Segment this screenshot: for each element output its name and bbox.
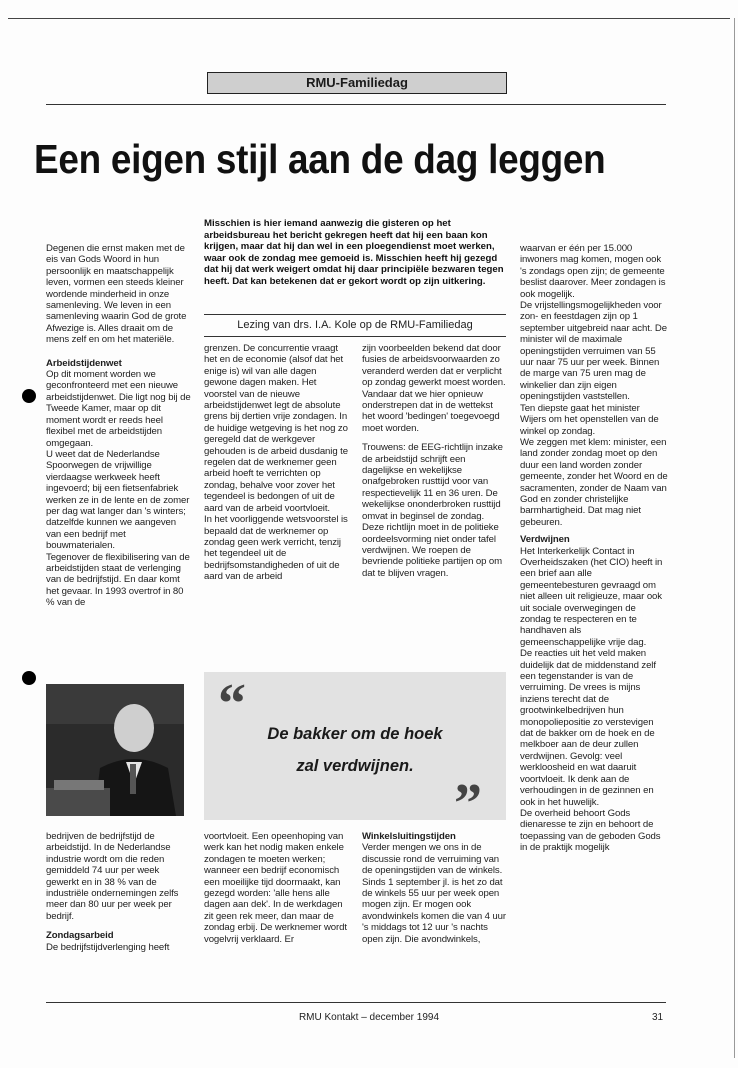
paragraph: De reacties uit het veld maken duidelijk dat de middenstand zelf een tegenstander is van de verruiming. De vrees is mijns inziens terecht dat de grootwinkelbedrijven hun monopoliepositie zo verstevigen dat de bakker om de hoek en de melkboer aan de deur zullen verdwijnen. Gevolg: veel werkloosheid en wat daaruit voortvloeit. Ik denk aan de verhoudingen in de gezinnen en ook in het huwelijk. — [520, 648, 656, 808]
paragraph: grenzen. De concurrentie vraagt het en de economie (alsof dat het enige is) wil van alle dagen gewone dagen maken. Het voorstel van de nieuwe arbeidstijdenwet legt de absolute grens bij dertien vrije zondagen. In de huidige wetgeving is het nog zo geregeld dat de werkgever gehouden is de arbeid dusdanig te regelen dat de werknemer geen arbeid hoeft te verrichten op zondag, behalve voor zover het tegendeel is bedongen of uit de aard van de arbeid voortvloeit. — [204, 343, 348, 514]
pull-quote-line: zal verdwijnen. — [296, 757, 414, 775]
paragraph: We zeggen met klem: minister, een land zonder zondag moet op den duur een land worden zonder gemeente, zonder het Woord en de sacramenten, zonder de Naam van God en zonder christelijke barmhartigheid. Dat mag niet gebeuren. — [520, 436, 668, 528]
open-quote-icon: “ — [218, 673, 246, 735]
paragraph: U weet dat de Nederlandse Spoorwegen de vrijwillige vierdaagse werkweek heeft ingevoerd; bij een fietsenfabriek werken ze in de lente en de zomer per dag wat langer dan 's winters; datzelfde kunnen we aangeven van een bedrijf met bouwmaterialen. — [46, 448, 190, 552]
intro-paragraph: Misschien is hier iemand aanwezig die gisteren op het arbeidsbureau het bericht gekregen heeft dat hij een baan kon krijgen, maar dat hij dan wel in een ploegendienst moet werken, waar ook de zondag mee gemoeid is. Misschien heeft hij gezegd dat hij dat werk weigert omdat hij daar principiële bezwaren tegen heeft. Dat kan betekenen dat er gekort wordt op zijn uitkering. — [204, 218, 504, 287]
column-4 — [520, 243, 668, 854]
article-title: Een eigen stijl aan de dag leggen — [34, 136, 606, 182]
lecture-byline: Lezing van drs. I.A. Kole op de RMU-Familiedag — [237, 319, 473, 331]
section-label: RMU-Familiedag — [207, 72, 507, 94]
column-1-bottom — [46, 831, 192, 953]
paragraph: Degenen die ernst maken met de eis van Gods Woord in hun persoonlijk en maatschappelijk leven, vormen een steeds kleiner wordende minderheid in onze samenleving. We leven in een samenleving waarin God de grote Afwezige is. Alles draait om de mens zelf en om het materiële. — [46, 243, 187, 346]
paragraph: Tegenover de flexibilisering van de arbeidstijden staat de verlenging van de bedrijfstijd. En daar komt het gevaar. In 1993 overtrof in 80 % van de — [46, 551, 190, 609]
margin-dot — [22, 671, 36, 685]
pull-quote-text — [204, 722, 506, 778]
intro-rule-bottom — [204, 336, 506, 337]
speaker-photo-graphic — [46, 684, 184, 816]
subheading: Verdwijnen — [520, 534, 570, 546]
pull-quote — [204, 672, 506, 835]
paragraph: De vrijstellingsmogelijkheden voor zon- en feestdagen zijn op 1 september uitgebreid naar acht. De minister wil de maximale openingstijden verruimen van 55 uur naar 75 uur per week. Binnen de marge van 75 uren mag de winkelier dan zijn eigen openingstijden vaststellen. — [520, 300, 667, 403]
column-2-bottom — [204, 831, 349, 945]
paragraph: Trouwens: de EEG-richtlijn inzake de arbeidstijd schrijft een dagelijkse en wekelijkse onafgebroken rusttijd voor van respectievelijk 11 en 36 uren. De wekelijkse ononderbroken rusttijd omvat in beginsel de zondag. Deze richtlijn moet in de politieke oordeelsvorming niet onder tafel verdwijnen. We roepen de bevriende politieke partijen op om dat te blijven vragen. — [362, 442, 503, 579]
paragraph: Op dit moment worden we geconfronteerd met een nieuwe arbeidstijdenwet. Die ligt nog bij de Tweede Kamer, maar op dit moment wordt er reeds heel flexibel met de arbeidstijden omgegaan. — [46, 369, 191, 449]
paragraph: De bedrijfstijdverlenging heeft — [46, 941, 170, 953]
header-rule — [46, 104, 666, 105]
scan-edge-right — [734, 18, 735, 1058]
paragraph: Vandaar dat we hier opnieuw onderstrepen dat in de wettekst het woord 'bedingen' toegevoegd moet worden. — [362, 388, 500, 434]
paragraph: Verder mengen we ons in de discussie rond de verruiming van de openingstijden van de winkels. Sinds 1 september jl. is het zo dat de winkels 55 uur per week open mogen zijn. Er mogen ook avondwinkels komen die van 4 uur 's middags tot 12 uur 's nachts open zijn. Die avondwinkels, — [362, 842, 506, 945]
footer-rule — [46, 1002, 666, 1003]
page-number: 31 — [652, 1012, 664, 1023]
paragraph: bedrijven de bedrijfstijd de arbeidstijd. In de Nederlandse industrie wordt om die reden gemiddeld 74 uur per week gewerkt en in 38 % van de industriële ondernemingen zelfs meer dan 80 uur per week per bedrijf. — [46, 831, 179, 922]
column-3-bottom — [362, 831, 506, 945]
intro-rule-top — [204, 314, 506, 315]
paragraph: zijn voorbeelden bekend dat door fusies de arbeidsvoorwaarden zo veranderd werden dat er verplicht op zondag gewerkt moest worden. — [362, 343, 506, 389]
scan-edge-top — [8, 18, 730, 19]
subheading: Zondagsarbeid — [46, 930, 114, 942]
subheading: Winkelsluitingstijden — [362, 831, 456, 842]
margin-dot — [22, 389, 36, 403]
paragraph: Het Interkerkelijk Contact in Overheidszaken (het CIO) heeft in een brief aan alle gemeentebesturen gevraagd om niet alleen uit religieuze, maar ook uit sociale overwegingen de zondag te respecteren en te handhaven als gemeenschappelijke vrije dag. — [520, 545, 663, 648]
paragraph: Ten diepste gaat het minister Wijers om het openstellen van de winkel op zondag. — [520, 402, 659, 437]
footer-publication: RMU Kontakt – december 1994 — [298, 1012, 440, 1023]
paragraph: In het voorliggende wetsvoorstel is bepaald dat de werknemer op zondag geen werk verricht, tenzij het tegendeel uit de bedrijfsomstandigheden of uit de aard van de arbeid — [204, 514, 348, 583]
pull-quote-line: De bakker om de hoek — [267, 725, 443, 743]
paragraph: waarvan er één per 15.000 inwoners mag komen, mogen ook 's zondags open zijn; de gemeente beslist daarover. Meer zondagen is ook mogelijk. — [520, 243, 666, 300]
paragraph: De overheid behoort Gods dienaresse te zijn en behoort de toepassing van de geboden Gods in de praktijk mogelijk — [520, 807, 661, 854]
column-2-top — [204, 343, 349, 583]
column-3-top — [362, 343, 506, 579]
speaker-photo — [46, 684, 184, 816]
column-1-top — [46, 243, 192, 609]
subheading: Arbeidstijdenwet — [46, 357, 122, 369]
close-quote-icon: ” — [454, 773, 482, 835]
paragraph: voortvloeit. Een opeenhoping van werk kan het nodig maken enkele zondagen te moeten werken; wanneer een bedrijf economisch een moeilijke tijd doormaakt, kan gezegd worden: 'alle hens alle dagen aan dek'. In de werkdagen zit geen rek meer, dan maar de zondag erbij. De werknemer wordt vogelvrij verklaard. Er — [204, 831, 347, 945]
